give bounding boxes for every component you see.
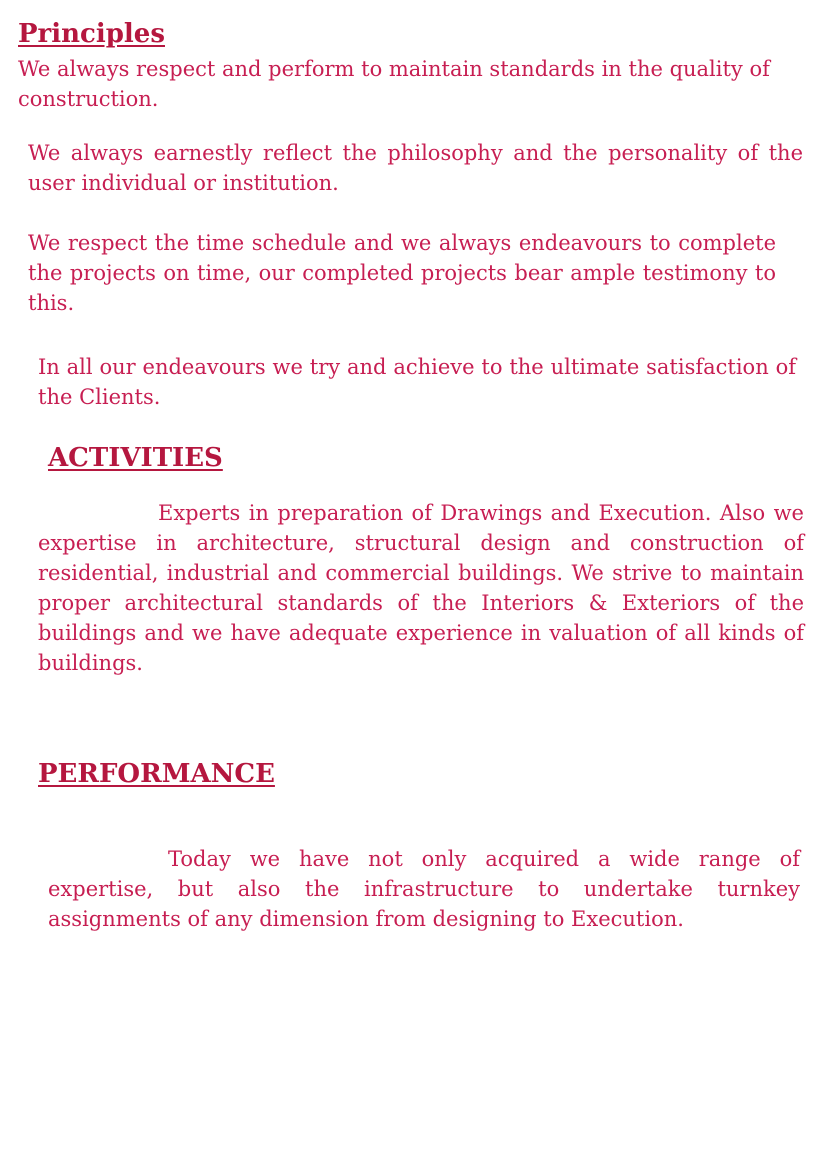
- principles-paragraph-schedule: We respect the time schedule and we always endeavours to complete the projects on time, our completed projects bear ample testimony to this.: [28, 231, 776, 315]
- principles-paragraph-philosophy: We always earnestly reflect the philosophy and the personality of the user individual or institution.: [28, 141, 803, 195]
- activities-paragraph: Experts in preparation of Drawings and Execution. Also we expertise in architecture, structural design and construction of residential, industrial and commercial buildings. We strive to maintain proper architectural standards of the Interiors & Exteriors of the buildings and we have adequate experience in valuation of all kinds of buildings.: [38, 501, 804, 675]
- performance-paragraph: Today we have not only acquired a wide range of expertise, but also the infrastructure to undertake turnkey assignments of any dimension from designing to Execution.: [48, 847, 800, 931]
- performance-heading: PERFORMANCE: [38, 759, 275, 789]
- activities-heading: ACTIVITIES: [48, 443, 223, 473]
- principles-paragraph-satisfaction: In all our endeavours we try and achieve to the ultimate satisfaction of the Clients.: [38, 355, 796, 409]
- principles-paragraph-quality: We always respect and perform to maintain standards in the quality of construction.: [18, 57, 770, 111]
- principles-heading: Principles: [18, 19, 165, 49]
